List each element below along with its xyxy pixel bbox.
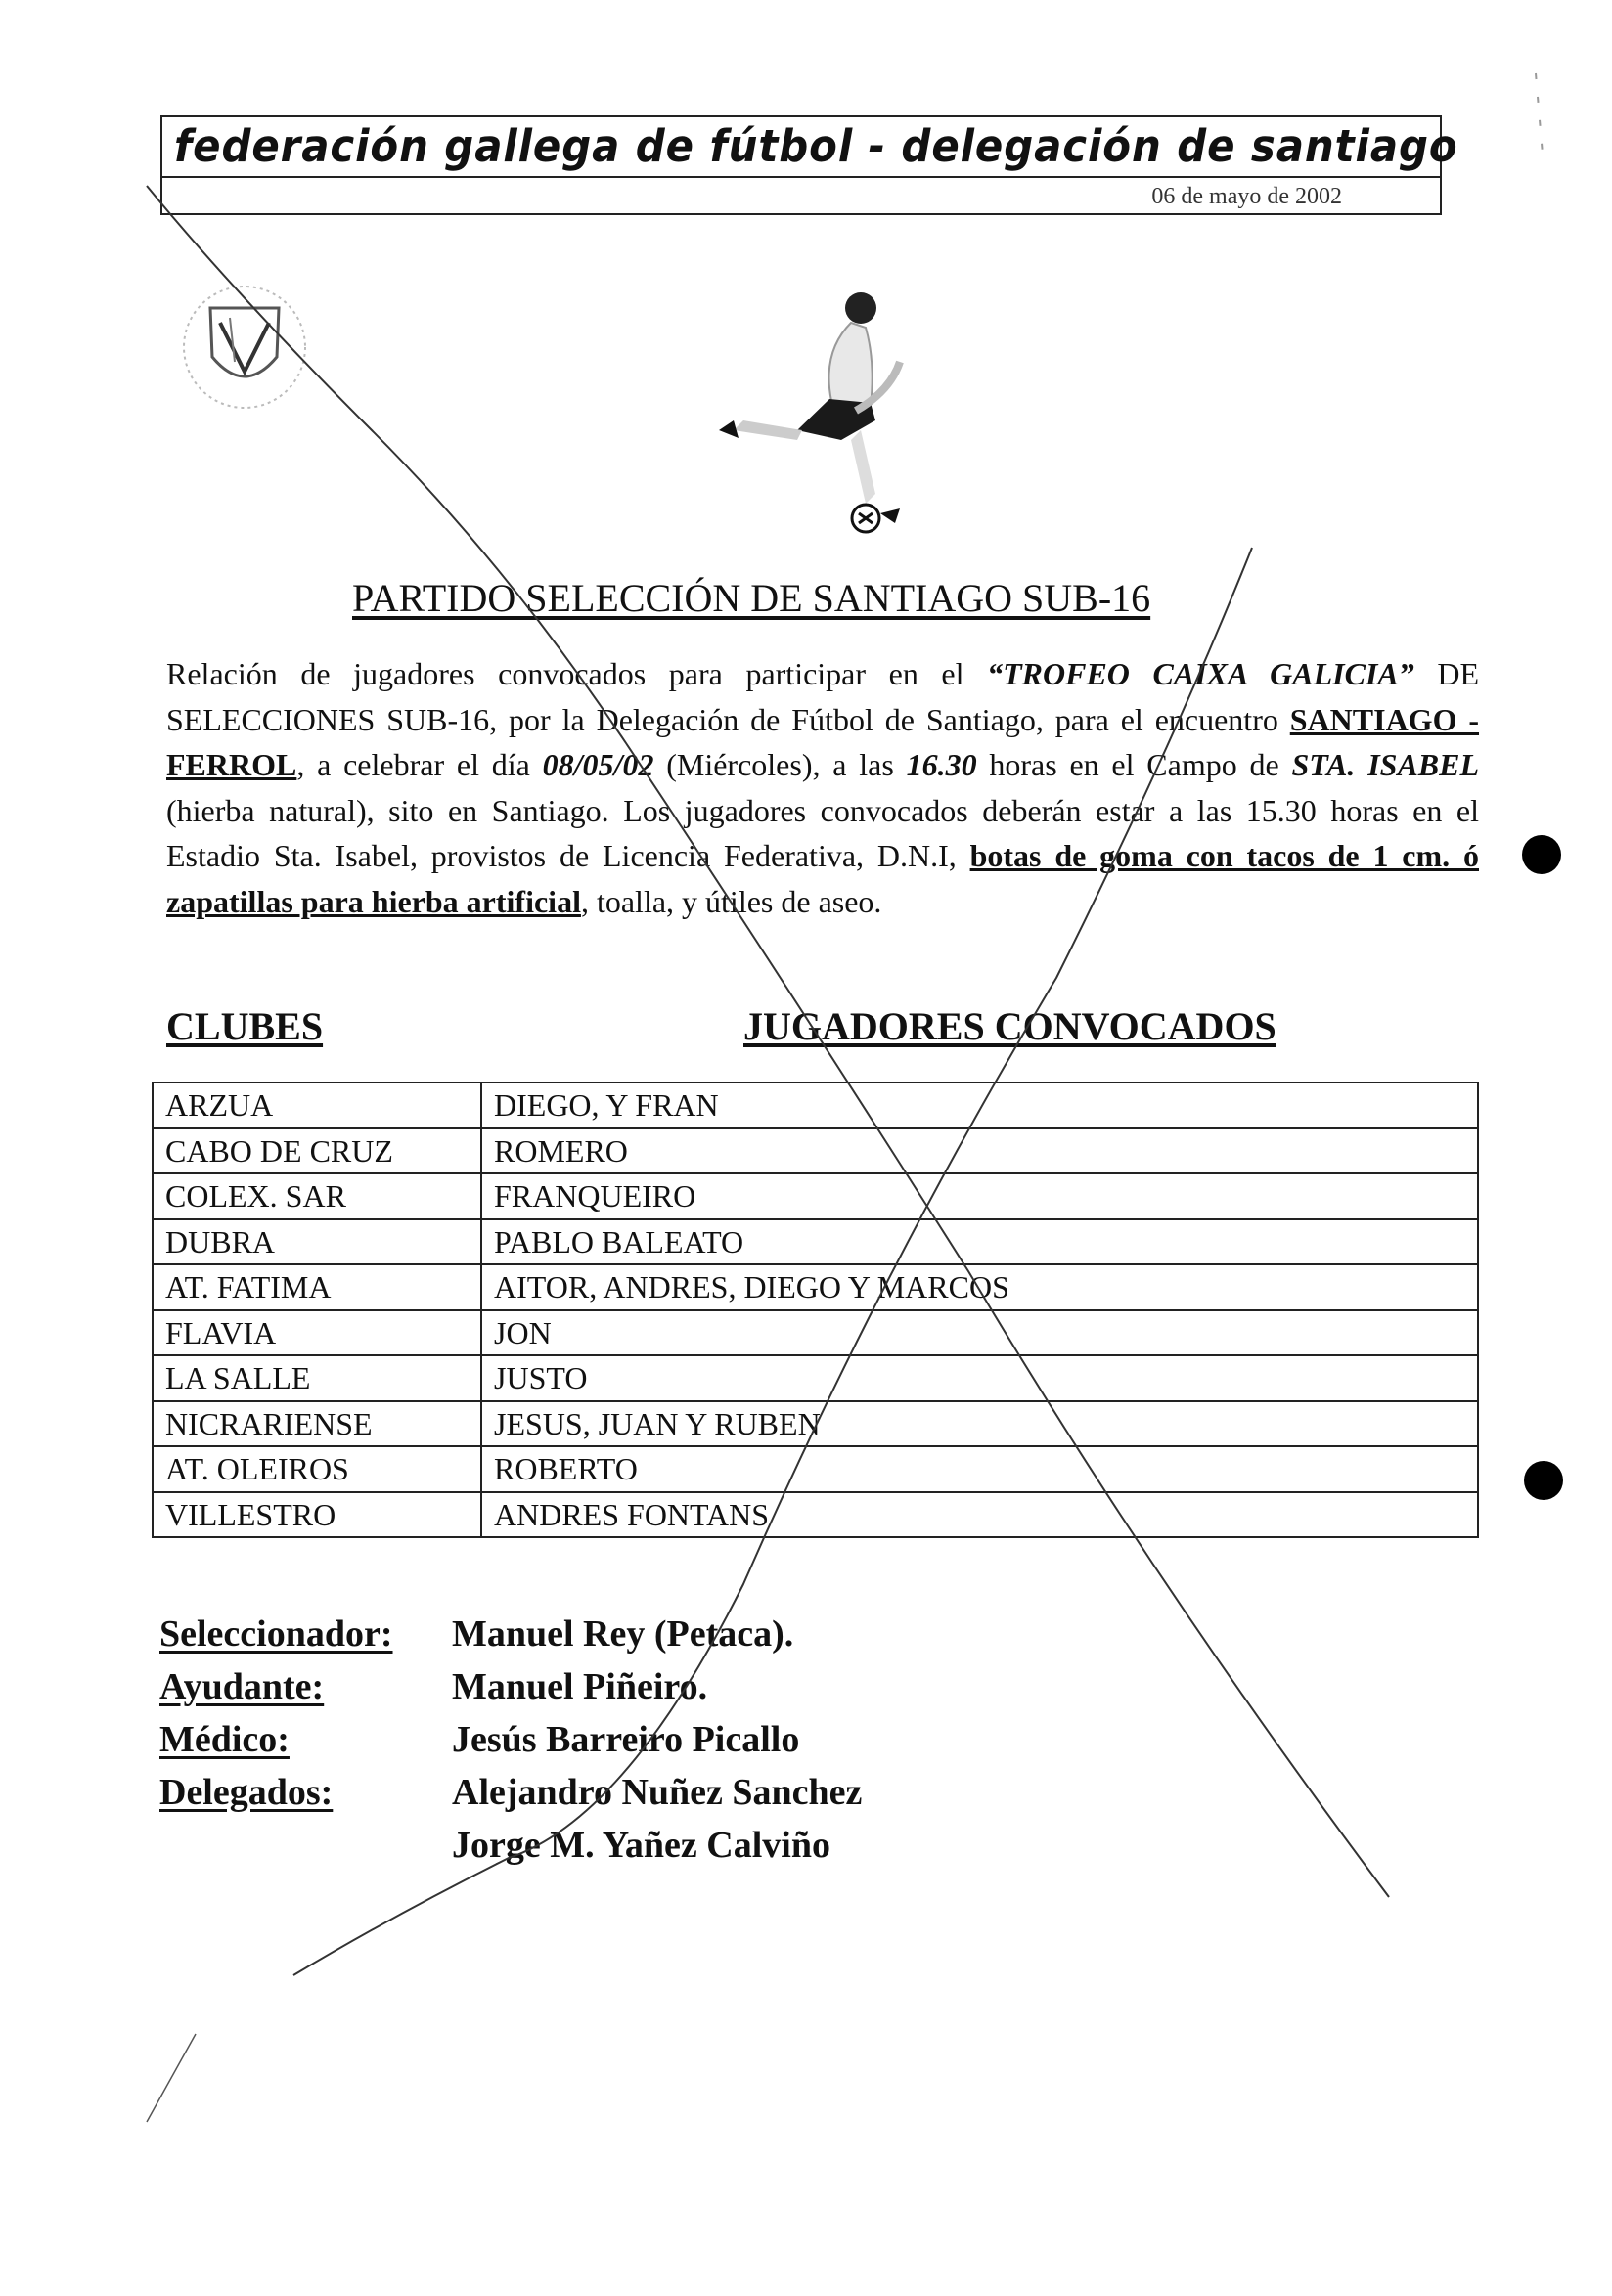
club-cell: FLAVIA: [153, 1310, 481, 1356]
club-cell: AT. OLEIROS: [153, 1446, 481, 1492]
clubs-table: [152, 1082, 1479, 1538]
staff-name: Jorge M. Yañez Calviño: [452, 1825, 830, 1866]
club-cell: AT. FATIMA: [153, 1264, 481, 1310]
table-row: [153, 1128, 1478, 1174]
staff-name: Alejandro Nuñez Sanchez: [452, 1772, 863, 1813]
table-row: [153, 1401, 1478, 1447]
letterhead: [160, 115, 1458, 215]
staff-role: Médico:: [159, 1719, 290, 1760]
football-player-illustration: [704, 284, 929, 548]
match-name: SANTIAGO - FERROL: [166, 701, 1480, 782]
trophy-name: “TROFEO CAIXA GALICIA”: [987, 656, 1414, 691]
staff-name: Manuel Piñeiro.: [452, 1666, 708, 1707]
intro-text: (hierba natural), sito en Santiago. Los jugadores convocados deberán estar a las 15.30 horas en el Estadio Sta. Isabel, provistos de Licencia Federativa, D.N.I,: [166, 792, 1479, 873]
intro-text: , toalla, y útiles de aseo.: [580, 883, 882, 919]
intro-paragraph: [166, 651, 1479, 924]
table-row: [153, 1173, 1478, 1219]
federation-crest-icon: [161, 279, 328, 425]
intro-text: (Miércoles), a las: [653, 747, 907, 782]
clubs-heading: CLUBES: [166, 1004, 324, 1048]
club-cell: DUBRA: [153, 1219, 481, 1265]
page-title: PARTIDO SELECCIÓN DE SANTIAGO SUB-16: [352, 576, 1151, 620]
players-cell: ANDRES FONTANS: [481, 1492, 1478, 1538]
club-cell: LA SALLE: [153, 1355, 481, 1401]
match-time: 16.30: [906, 747, 977, 782]
intro-text: DE SELECCIONES SUB-16, por la Delegación de Fútbol de Santiago, para el encuentro: [166, 656, 1479, 737]
table-row: [153, 1219, 1478, 1265]
staff-name: Jesús Barreiro Picallo: [452, 1719, 800, 1760]
club-cell: CABO DE CRUZ: [153, 1128, 481, 1174]
players-heading: JUGADORES CONVOCADOS: [743, 1004, 1276, 1048]
table-row: [153, 1446, 1478, 1492]
table-row: [153, 1264, 1478, 1310]
intro-text: , a celebrar el día: [296, 747, 543, 782]
table-row: [153, 1310, 1478, 1356]
intro-text: horas en el Campo de: [976, 747, 1292, 782]
letterhead-title: federación gallega de fútbol - delegación de santiago: [174, 120, 1458, 172]
players-cell: FRANQUEIRO: [481, 1173, 1478, 1219]
table-row: [153, 1355, 1478, 1401]
staff-role: Ayudante:: [159, 1666, 325, 1707]
venue-name: STA. ISABEL: [1291, 747, 1480, 782]
intro-text: Relación de jugadores convocados para participar en el: [166, 656, 988, 691]
players-cell: JUSTO: [481, 1355, 1478, 1401]
letterhead-rule: [162, 176, 1440, 178]
club-cell: ARZUA: [153, 1082, 481, 1128]
players-cell: JESUS, JUAN Y RUBEN: [481, 1401, 1478, 1447]
punch-hole: [1522, 835, 1561, 874]
staff-role: Seleccionador:: [159, 1613, 393, 1655]
players-cell: PABLO BALEATO: [481, 1219, 1478, 1265]
document-date: 06 de mayo de 2002: [1151, 184, 1342, 209]
players-cell: ROMERO: [481, 1128, 1478, 1174]
players-cell: ROBERTO: [481, 1446, 1478, 1492]
club-cell: NICRARIENSE: [153, 1401, 481, 1447]
players-cell: AITOR, ANDRES, DIEGO Y MARCOS: [481, 1264, 1478, 1310]
players-cell: DIEGO, Y FRAN: [481, 1082, 1478, 1128]
club-cell: VILLESTRO: [153, 1492, 481, 1538]
club-cell: COLEX. SAR: [153, 1173, 481, 1219]
staff-name: Manuel Rey (Petaca).: [452, 1613, 794, 1655]
table-row: [153, 1082, 1478, 1128]
players-cell: JON: [481, 1310, 1478, 1356]
match-date: 08/05/02: [542, 747, 654, 782]
table-row: [153, 1492, 1478, 1538]
equipment-note: botas de goma con tacos de 1 cm. ó zapatillas para hierba artificial: [166, 838, 1479, 919]
staff-role: Delegados:: [159, 1772, 334, 1813]
punch-hole: [1524, 1461, 1563, 1500]
